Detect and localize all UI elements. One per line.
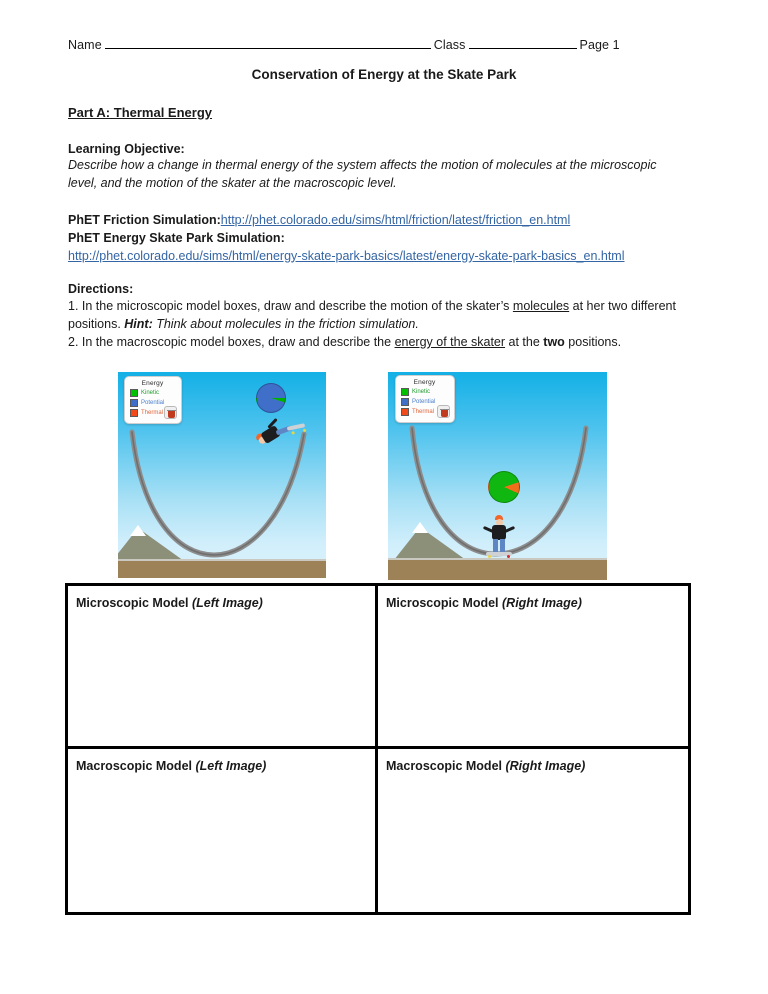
part-a-heading: Part A: Thermal Energy	[68, 105, 213, 120]
skatepark-link-row	[68, 247, 700, 265]
direction-2-part-b: at the	[505, 334, 544, 349]
cell-macroscopic-right[interactable]	[378, 749, 688, 912]
class-label: Class	[433, 38, 466, 52]
microscopic-left-qualifier: (Left Image)	[192, 596, 263, 610]
directions-label: Directions:	[68, 281, 134, 296]
energy-legend-right	[395, 375, 455, 423]
thermal-label-left: Thermal	[141, 409, 164, 416]
direction-2-part-a: 2. In the macroscopic model boxes, draw and describe the	[68, 334, 395, 349]
direction-2-underlined-energy: energy of the skater	[394, 334, 506, 349]
skateboard-wheel-right-back	[507, 555, 510, 558]
direction-2-bold-two: two	[543, 334, 565, 349]
direction-1-hint-label: Hint:	[124, 316, 153, 331]
energy-legend-title-right: Energy	[413, 379, 436, 386]
learning-objective-label: Learning Objective:	[68, 142, 185, 156]
skateboard-wheel-left-back	[303, 428, 307, 432]
learning-objective-text: Describe how a change in thermal energy of the system affects the motion of molecules at the microscopic level, and the motion of the skater at the macroscopic level.	[68, 158, 657, 190]
direction-1-part-b: at her two different positions.	[68, 298, 676, 331]
kinetic-label-right: Kinetic	[412, 388, 431, 395]
simulation-links	[68, 211, 700, 265]
macroscopic-left-title: Macroscopic Model	[76, 759, 196, 773]
macroscopic-right-qualifier: (Right Image)	[505, 759, 586, 773]
potential-color-swatch-right	[401, 398, 409, 406]
cell-title-microscopic-left	[76, 596, 375, 610]
right-simulation-screenshot	[388, 372, 607, 580]
thermal-label-right: Thermal	[412, 408, 435, 415]
macroscopic-right-title: Macroscopic Model	[386, 759, 506, 773]
cell-microscopic-right[interactable]	[378, 586, 688, 746]
skatepark-sim-label: PhET Energy Skate Park Simulation:	[68, 230, 285, 245]
legend-row-thermal-right[interactable]	[401, 408, 448, 416]
kinetic-color-swatch-left	[130, 389, 138, 397]
energy-pie-chart-left	[256, 383, 286, 413]
direction-2-part-c: positions.	[564, 334, 622, 349]
thermal-color-swatch-left	[130, 409, 138, 417]
skater-leg-right-right	[500, 539, 505, 553]
energy-pie-chart-right	[488, 471, 520, 503]
class-blank-line	[469, 38, 577, 49]
page-title: Conservation of Energy at the Skate Park	[251, 67, 517, 82]
trash-icon[interactable]	[164, 406, 177, 419]
skater-leg-right-left	[493, 539, 498, 553]
thermal-color-swatch-right	[401, 408, 409, 416]
potential-color-swatch-left	[130, 399, 138, 407]
answer-table	[65, 583, 691, 915]
cell-title-microscopic-right	[386, 596, 688, 610]
skatepark-link-label-row	[68, 229, 700, 247]
energy-legend-left	[124, 376, 182, 424]
skateboard-wheel-left-front	[291, 431, 295, 435]
name-label: Name	[68, 38, 102, 52]
cell-title-macroscopic-right	[386, 759, 688, 773]
name-blank-line	[105, 38, 431, 49]
friction-sim-label: PhET Friction Simulation:	[68, 212, 221, 227]
kinetic-label-left: Kinetic	[141, 389, 160, 396]
skater-figure-right	[484, 515, 518, 557]
kinetic-color-swatch-right	[401, 388, 409, 396]
energy-legend-title-left: Energy	[141, 380, 164, 387]
header-row	[68, 38, 700, 52]
microscopic-left-title: Microscopic Model	[76, 596, 192, 610]
table-row-macroscopic	[68, 749, 688, 912]
direction-1-underlined-molecules: molecules	[512, 298, 570, 313]
friction-link-row	[68, 211, 700, 229]
legend-row-kinetic-right[interactable]	[401, 388, 448, 396]
legend-row-thermal-left[interactable]	[130, 409, 175, 417]
table-row-microscopic	[68, 586, 688, 749]
page-number: Page 1	[579, 38, 620, 52]
cell-microscopic-left[interactable]	[68, 586, 378, 746]
skateboard-wheel-right-front	[488, 555, 491, 558]
macroscopic-left-qualifier: (Left Image)	[195, 759, 267, 773]
simulation-images	[0, 372, 768, 582]
microscopic-right-qualifier: (Right Image)	[502, 596, 582, 610]
trash-icon[interactable]	[437, 405, 450, 418]
microscopic-right-title: Microscopic Model	[386, 596, 502, 610]
cell-macroscopic-left[interactable]	[68, 749, 378, 912]
skatepark-sim-link[interactable]: http://phet.colorado.edu/sims/html/energy-skate-park-basics/latest/energy-skate-park-basics_en.html	[68, 248, 625, 263]
cell-title-macroscopic-left	[76, 759, 375, 773]
left-simulation-screenshot	[118, 372, 326, 578]
legend-row-kinetic-left[interactable]	[130, 389, 175, 397]
potential-label-right: Potential	[412, 398, 436, 405]
potential-label-left: Potential	[141, 399, 165, 406]
directions-text	[68, 297, 693, 351]
direction-1-hint-text: Think about molecules in the friction simulation.	[152, 316, 419, 331]
direction-1-part-a: 1. In the microscopic model boxes, draw and describe the motion of the skater’s	[68, 298, 513, 313]
friction-sim-link[interactable]: http://phet.colorado.edu/sims/html/friction/latest/friction_en.html	[220, 212, 571, 227]
